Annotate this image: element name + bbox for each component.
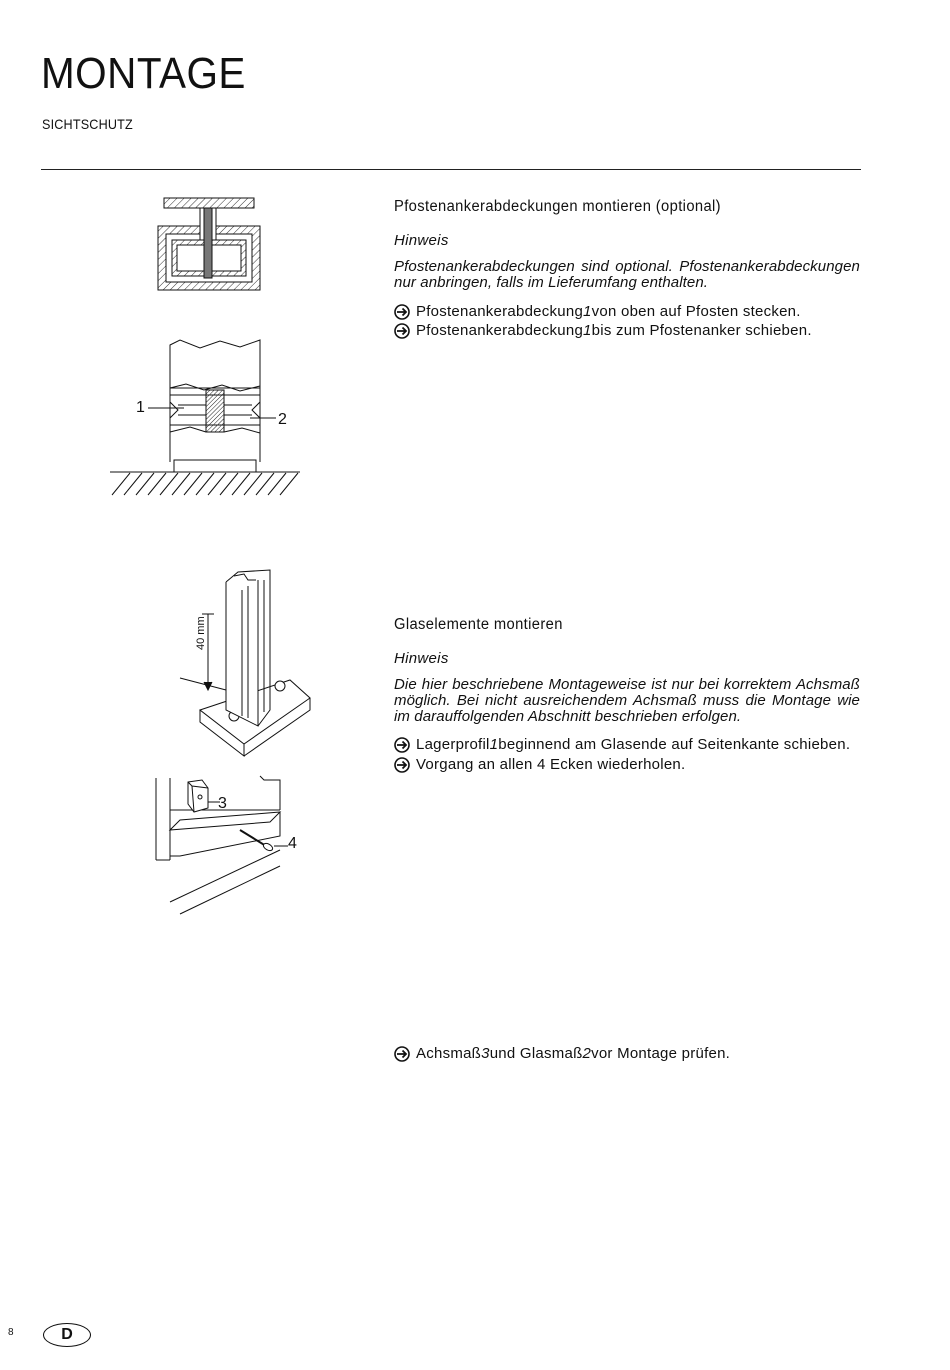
- page-title: MONTAGE: [41, 49, 246, 98]
- step-text: Pfostenankerabdeckung: [416, 322, 584, 339]
- section2-note: Die hier beschriebene Montageweise ist nur bei korrektem Achsmaß möglich. Bei nicht ausreichendem Achsmaß muss die Montage wie im darauffolgenden Abschnitt beschrieben erfolgen.: [394, 676, 860, 725]
- arrow-right-icon: [394, 737, 410, 753]
- step-item-number: 3: [481, 1045, 490, 1062]
- section2-step-1: [394, 736, 850, 753]
- step-item-number: 1: [583, 303, 592, 320]
- section1-step-1: [394, 303, 801, 320]
- glass-element-mounting-illustration: [130, 550, 330, 920]
- section1-step-2: [394, 322, 812, 339]
- post-anchor-cover-illustration: [100, 190, 310, 500]
- figure2-label-3: 3: [218, 795, 227, 812]
- step-text: Achsmaß: [416, 1045, 482, 1062]
- section1-heading: Pfostenankerabdeckungen montieren (optional): [394, 198, 721, 215]
- arrow-right-icon: [394, 304, 410, 320]
- figure1-label-1: 1: [136, 399, 145, 416]
- step-text: bis zum Pfostenanker schieben.: [591, 322, 812, 339]
- step-item-number: 1: [583, 322, 592, 339]
- section2-step-2: [394, 756, 685, 773]
- step-text: beginnend am Glasende auf Seitenkante schieben.: [498, 736, 851, 753]
- dimension-label: 40 mm: [195, 616, 207, 650]
- figure2-label-4: 4: [288, 835, 297, 852]
- section2-heading: Glaselemente montieren: [394, 616, 563, 633]
- step-text: Vorgang an allen 4 Ecken wiederholen.: [416, 756, 686, 773]
- step-text: vor Montage prüfen.: [591, 1045, 731, 1062]
- step-text: Pfostenankerabdeckung: [416, 303, 584, 320]
- step-text: von oben auf Pfosten stecken.: [591, 303, 801, 320]
- page-number: 8: [8, 1327, 14, 1338]
- header-divider: [41, 169, 861, 170]
- arrow-right-icon: [394, 323, 410, 339]
- step-text: Lagerprofil: [416, 736, 490, 753]
- step-text: und Glasmaß: [489, 1045, 583, 1062]
- section1-hinweis-label: Hinweis: [394, 232, 449, 249]
- step-item-number: 2: [582, 1045, 592, 1062]
- section3-step-1: [394, 1045, 730, 1062]
- figure1-label-2: 2: [278, 411, 287, 428]
- page-subtitle: SICHTSCHUTZ: [42, 116, 133, 132]
- arrow-right-icon: [394, 757, 410, 773]
- step-item-number: 1: [489, 736, 499, 753]
- section2-hinweis-label: Hinweis: [394, 650, 449, 667]
- section1-note: Pfostenankerabdeckungen sind optional. Pfostenankerabdeckungen nur anbringen, falls im Lieferumfang enthalten.: [394, 258, 860, 291]
- arrow-right-icon: [394, 1046, 410, 1062]
- country-badge: D: [43, 1323, 91, 1347]
